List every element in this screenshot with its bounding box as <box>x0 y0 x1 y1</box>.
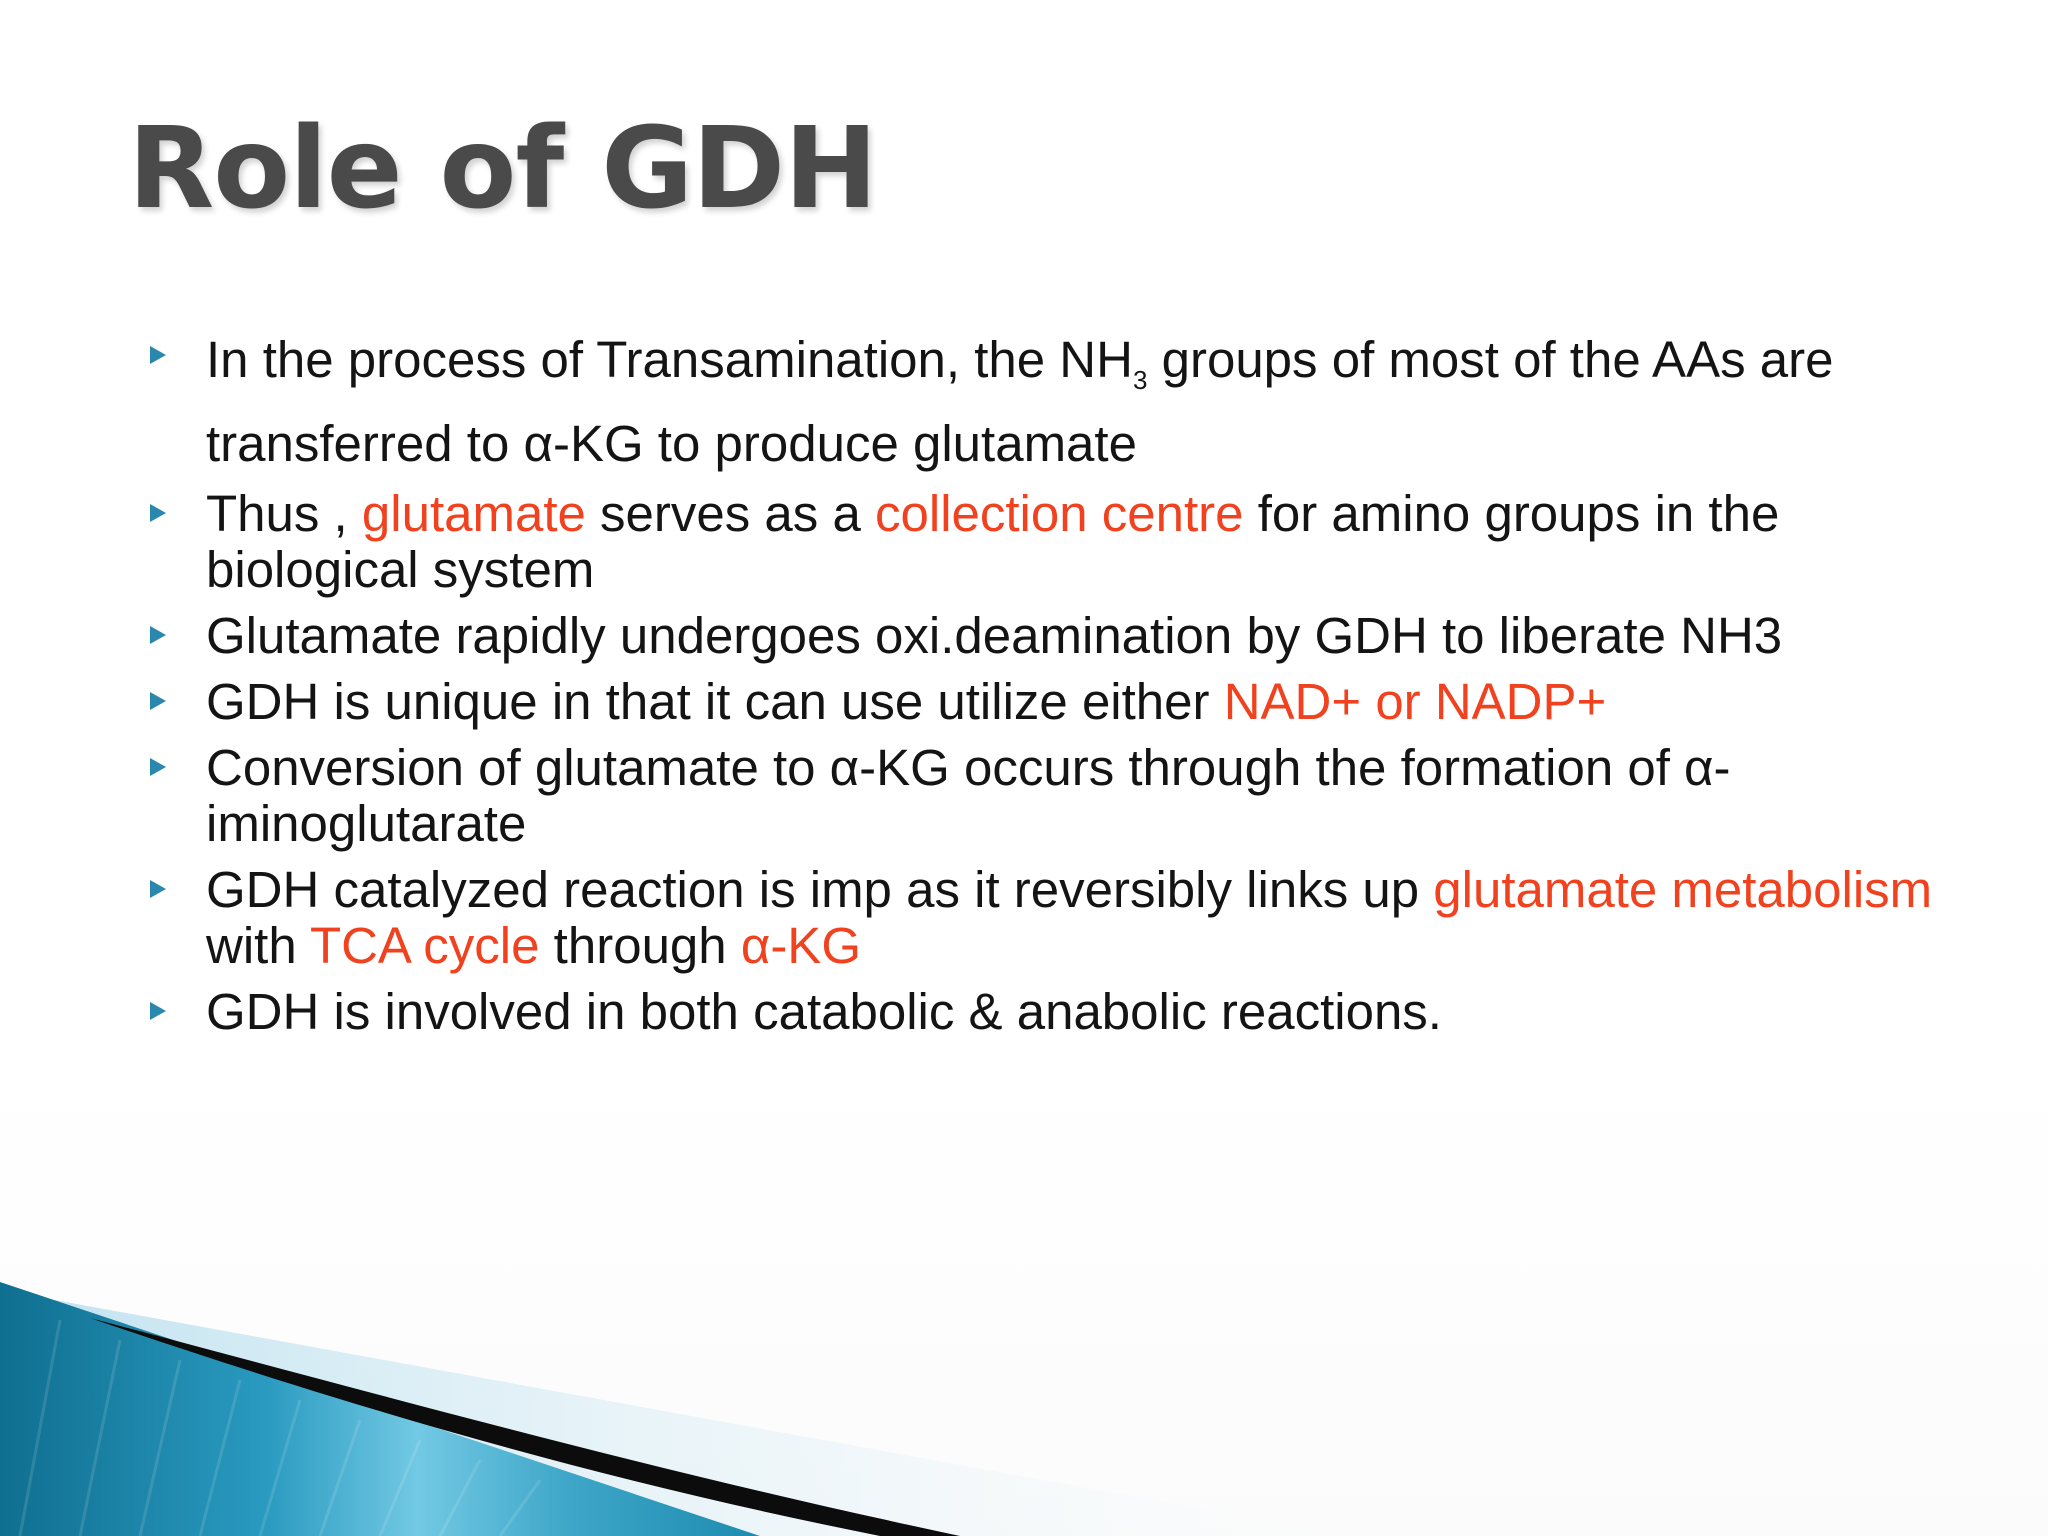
bullet-text: Glutamate rapidly undergoes oxi.deamination by GDH to liberate NH3 <box>206 607 1783 664</box>
bullet-arrow-icon <box>150 880 166 898</box>
bullet-text: with <box>206 917 310 974</box>
slide-title: Role of GDH <box>128 104 877 234</box>
bullet-item <box>140 608 1940 664</box>
bullet-text: through <box>539 917 741 974</box>
decorative-swoosh <box>0 1260 1400 1536</box>
bullet-text: for amino groups in the biological system <box>206 485 1780 598</box>
bullet-text: serves as a <box>585 485 875 542</box>
highlighted-text: collection centre <box>875 485 1244 542</box>
bullet-text: GDH catalyzed reaction is imp as it reversibly links up <box>206 861 1434 918</box>
highlighted-text: glutamate metabolism <box>1433 861 1933 918</box>
bullet-text: Thus , <box>206 485 362 542</box>
bullet-arrow-icon <box>150 504 166 522</box>
highlighted-text: glutamate <box>361 485 586 542</box>
bullet-item <box>140 328 1940 476</box>
bullet-arrow-icon <box>150 626 166 644</box>
bullet-arrow-icon <box>150 692 166 710</box>
bullet-item <box>140 740 1940 852</box>
bullet-arrow-icon <box>150 1002 166 1020</box>
bullet-item <box>140 862 1940 974</box>
bullet-item <box>140 984 1940 1040</box>
bullet-text: In the process of Transamination, the NH <box>206 331 1133 388</box>
bullet-arrow-icon <box>150 346 166 364</box>
highlighted-text: NAD+ or NADP+ <box>1223 673 1607 730</box>
highlighted-text: TCA cycle <box>309 917 540 974</box>
subscript-text: 3 <box>1132 365 1148 395</box>
bullet-text: Conversion of glutamate to α-KG occurs through the formation of α-iminoglutarate <box>206 739 1731 852</box>
bullet-item <box>140 486 1940 598</box>
bullet-text: GDH is unique in that it can use utilize either <box>206 673 1224 730</box>
bullet-item <box>140 674 1940 730</box>
bullet-text: GDH is involved in both catabolic & anabolic reactions. <box>206 983 1442 1040</box>
bullet-list <box>140 328 1940 1050</box>
highlighted-text: α-KG <box>740 917 861 974</box>
bullet-arrow-icon <box>150 758 166 776</box>
bullet-text: groups of most of the AAs are transferred to α-KG to produce glutamate <box>206 331 1834 472</box>
